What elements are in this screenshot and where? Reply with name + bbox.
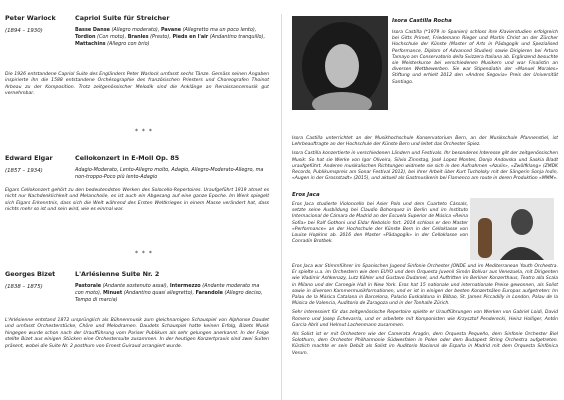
piece-description: Die 1926 entstandene Capriol Suite des Engländers Peter Warlock umfasst sechs Tänze. Gemäss seinen Angaben inspirierte ihn die 1588 entstandene Orchésographie des französischen Priesters und Choreografen Thoinot Arbeau zu der Komposition. Trotz zeitgenössischer Melodik sind die Anklänge an Renaissancemusik gut vernehmbar. bbox=[5, 72, 269, 97]
artist-name: Isora Castilla Rocha bbox=[392, 18, 452, 24]
composer-name: Georges Bizet bbox=[5, 270, 56, 278]
composer-dates: (1894 – 1930) bbox=[5, 28, 43, 34]
piece-movements: Adagio-Moderato, Lento-Allegro molto, Adagio, Allegro-Moderato-Allegro, ma non-troppo-Poco più lento-Adagio bbox=[75, 167, 264, 180]
artist-name: Eros Jaca bbox=[292, 192, 320, 198]
bio-paragraph: Isora Castilla unterrichtet an der Musikhochschule Konservatorium Bern, an der Musikschule Pfannenstiel, ist Lehrbeauftragte an der Hochschule der Künste Bern und leitet das Orchester Spiez. bbox=[292, 136, 558, 148]
portrait-image bbox=[470, 198, 554, 260]
separator: * * * bbox=[135, 128, 153, 135]
composer-name: Peter Warlock bbox=[5, 14, 56, 22]
artist-photo bbox=[292, 16, 388, 110]
bio-paragraph: Isora Castilla (*1979 in Spanien) schloss ihre Klavierstudien erfolgreich bei Gitts Primet, Friedemann Rieger und Martin Christ an der Zürcher Hochschule der Künste (Master of Arts in Pädagogik und Spezialised Performance, Diplom of Advanced Studies) sowie Dirigieren bei Arturo Tamayo am Conservatorio della Svizzera Italiana ab. Ergänzend besuchte sie Meisterkurse bei verschiedenen Musikern und war Finalistin an diversen Wettbewerben. Sie war Stipendiatin der «Manuel Morales» Stiftung und erhielt 2012 den «Andres Segovia» Preis der Universität Santiago. bbox=[392, 30, 558, 85]
piece-movements: Pastorale (Andante sostenuto assai), Intermezzo (Andante moderato ma con moto), Minuet (Andantino quasi allegretto), Farandole (Allegro deciso, Tempo di marcia) bbox=[75, 283, 263, 303]
bio-paragraph: Als Solist ist er mit Orchestern wie der Camerata Aragón, dem Orquesta Pequeño, dem Sinfonie Orchester Biel Solothurn, dem Orchester Philharmonie Südwesfalen in Polen oder dem Budapest String Orchestra aufgetreten. Kürzlich machte er sein Debüt als Solist im Auditorio Nacional de España in Madrid mit dem Orquesta Sinfónica Verum. bbox=[292, 332, 558, 356]
bio-paragraph: Eros Jaca studierte Violoncello bei Asier Polo und dem Cuarteto Cássals, setzte seine Ausbildung bei Claudio Bohorquez in Berlin und im Instituto Internacional de Cámara de Madrid an der Escuela Superior de Música «Reina Sofía» bei Ralf Gothoni und Eldar Nebolsin fort. 2014 schloss er den Master «Performance» an der Hochschule der Künste Bern in der Celloklasse von Louise Hopkins ab. 2016 den Master «Pädagogik» in der Celloklasse von Conradin Brotbek. bbox=[292, 202, 468, 245]
artist-text bbox=[392, 30, 558, 89]
piece-title: Cellokonzert in E-Moll Op. 85 bbox=[75, 154, 180, 162]
artist-text-cont bbox=[292, 264, 558, 360]
bio-paragraph: Isora Castilla konzertierte in verschiedenen Ländern und Festivals. Ihr besonderes Interesse gilt der zeitgenössischen Musik: So hat sie Werke von Igor Oliveira, Silvio Zinnstag, José Lopez Montes, Donjo Andovska und Saskia Bladt uraufgeführt. Anderen musikalischen Richtungen widmete sie sich in den Aufnahmen «Azulis», «Zwölfklang» (ZMDK Records, Publikumspreis am Sonar Festival 2012), bei ihrer Arbeit über Kurt Tucholsky mit der Sängerin Sonja Indin, «Augen in der Grossstadt» (2015), und aktuell als Gastmusikerin bei Flamenco am route in deren Produktion «MMM». bbox=[292, 151, 558, 182]
artist-photo bbox=[470, 198, 554, 260]
composer-name: Edward Elgar bbox=[5, 154, 53, 162]
bio-paragraph: Eros Jaca war Stimmführer im Spanischen Jugend Sinfonie Orchester JONDE und im Mediterranean Youth Orchestra. Er spielte u.a. im Orchestern wie dem EUYO und dem Orquesta Juvenil Simón Bolívar aus Venezuela, mit Dirigenten wie Vladimir Ashkenazy, Lutz Köhler und Gustavo Dudamel, und Auftritten im Berliner Konzerthaus, Teatro alla Scala in Milano und der Carnegie Hall in New York. Eros hat 15 nationale und internationale Preise gewonnen, als Solist sowie in diversen Kammermusikformationen, und er ist in einigen der besten Konzertsälen Europas aufgetreten: Im Palau de la Música Catalana in Barcelona, Palacio Euskalduna in Bilbao, St. James Piccadilly in London, Palau de la Música de Valencia, Auditorio de Zaragoza und in der Tonhalle Zürich. bbox=[292, 264, 558, 307]
piece-title: L'Arlésienne Suite Nr. 2 bbox=[75, 270, 160, 278]
artist-text bbox=[292, 202, 468, 248]
composer-dates: (1838 – 1875) bbox=[5, 284, 43, 290]
separator: * * * bbox=[135, 250, 153, 257]
column-divider bbox=[281, 14, 282, 400]
composer-dates: (1857 – 1934) bbox=[5, 168, 43, 174]
bio-paragraph: Sehr interessiert für das zeitgenössische Repertoire spielte er Uraufführungen von Werken von Gabriel Loidi, David Romero und Josep Echevarría, und er arbeitete mit Komponisten wie Krzysztof Penderecki, Heinz Holliger, Antón García Abril und Helmut Lachenmann zusammen. bbox=[292, 310, 558, 328]
piece-title: Capriol Suite für Streicher bbox=[75, 14, 170, 22]
piece-movements: Basse Danse (Allegro moderato), Pavane (Allegretto ma un poco lento), Tordion (Con moto), Branles (Presto), Pieds en l'air (Andantino tranquillo), Mattachins (Allegro con brio) bbox=[75, 27, 266, 47]
portrait-image bbox=[292, 16, 388, 110]
artist-text-cont bbox=[292, 136, 558, 185]
piece-description: L'Arlésienne entstand 1872 ursprünglich als Bühnenmusik zum gleichnamigen Schauspiel von Alphonse Daudet und umfasst Orchesterstücke, Chöre und Melodramen. Daudets Schauspiel hatte keinen Erfolg, Bizets Musik hingegen wurde schon nach der Uraufführung vom Pariser Publikum als sehr gelungen anerkannt. In der Folge stellte Bizet aus einigen Stücken eine Orchestersuite zusammen. In der heutigen Konzertpraxis sind zwei Suiten präsent, wobei die Suite Nr. 2 posthum von Ernest Guiraud arrangiert wurde. bbox=[5, 318, 269, 349]
piece-description: Elgars Cellokonzert gehört zu den bedeutendsten Werken des Solocello-Repertoires. Uraufgeführt 1919 atmet es nicht nur Nachdenklichkeit und Melancholie, es ist auch ein Abgesang auf eine ganze Epoche. Im Werk spiegelt sich Elgars Erkenntnis, dass sich die Welt während des Ersten Weltkrieges in einem Masse verändert hat, dass nichts mehr so ist und sein wird, wie es einmal war. bbox=[5, 188, 269, 213]
